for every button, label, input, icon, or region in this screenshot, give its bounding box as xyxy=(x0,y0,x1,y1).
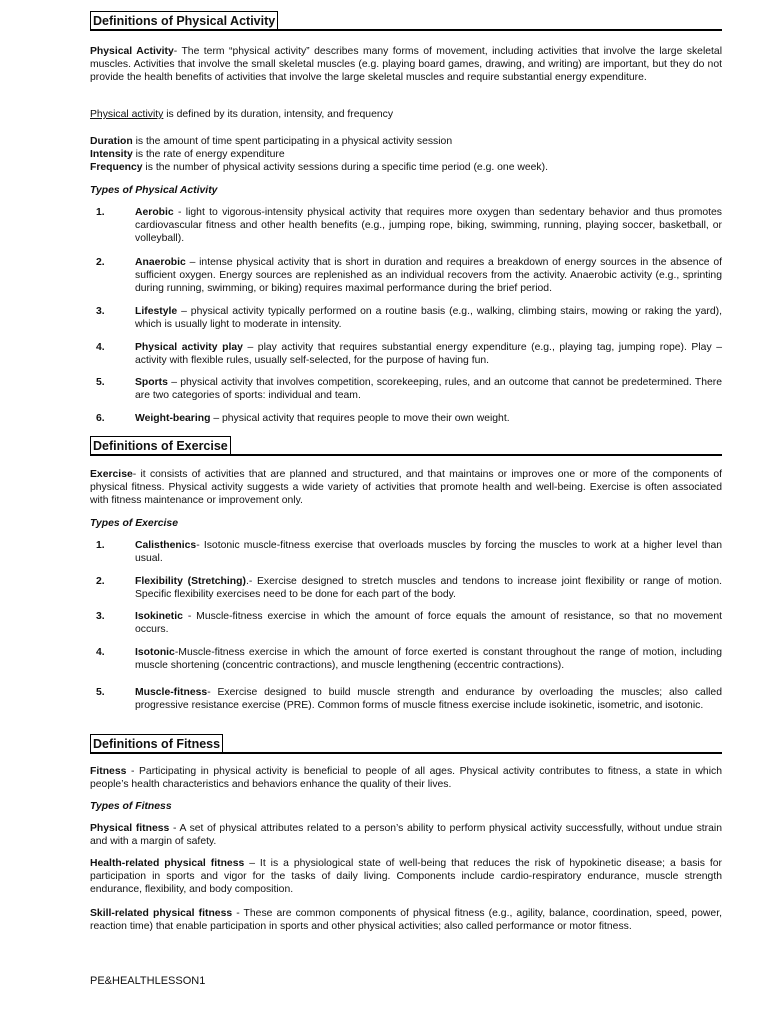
definition-text: - Participating in physical activity is beneficial to people of all ages. Physical activity contributes to fitness, a state in which people’s health characteristics and behaviors enhance the quality of their lives. xyxy=(90,766,722,790)
definition-text: - light to vigorous-intensity physical activity that requires more oxygen than sedentary behavior and thus promotes cardiovascular fitness and other health benefits (e.g., jumping rope, biking, swimming, running, playing soccer, basketball, or volleyball). xyxy=(135,207,722,244)
list-number: 4. xyxy=(96,647,105,658)
skill-related-fitness-definition xyxy=(90,907,722,933)
term: Health-related physical fitness xyxy=(90,858,245,869)
list-item xyxy=(96,575,722,601)
term: Anaerobic xyxy=(135,257,186,268)
section-rule xyxy=(90,29,722,31)
definition-text: - it consists of activities that are planned and structured, and that maintains or improves one or more of the components of physical fitness. Physical activity suggests a wide variety of activities that promote health and well-being. Exercise is often associated with fitness maintenance or improvement only. xyxy=(90,469,722,506)
definition-text: is the rate of energy expenditure xyxy=(132,149,285,160)
list-number: 4. xyxy=(96,342,105,353)
physical-activity-defined-line xyxy=(90,108,722,121)
list-number: 3. xyxy=(96,611,105,622)
types-heading: Types of Exercise xyxy=(90,518,178,529)
section-rule xyxy=(90,454,722,456)
physical-fitness-definition xyxy=(90,822,722,848)
term: Weight-bearing xyxy=(135,413,211,424)
definition-text: - A set of physical attributes related to a person’s ability to perform physical activity successfully, without undue strain and with a margin of safety. xyxy=(90,823,722,847)
exercise-definition xyxy=(90,468,722,507)
health-related-fitness-definition xyxy=(90,857,722,896)
definition-text: is the number of physical activity sessions during a specific time period (e.g. one week). xyxy=(142,162,548,173)
list-item xyxy=(96,646,722,672)
definition-text: - Isotonic muscle-fitness exercise that overloads muscles by forcing the muscles to work at a higher level than usual. xyxy=(135,540,722,564)
term: Physical activity play xyxy=(135,342,243,353)
list-item xyxy=(96,341,722,367)
definition-text: - These are common components of physical fitness (e.g., agility, balance, coordination, speed, power, reaction time) that enable participation in sports and other physical activities; also called performance or motor fitness. xyxy=(90,908,722,932)
term: Fitness xyxy=(90,766,127,777)
intensity-definition xyxy=(90,148,722,161)
section-heading-physical-activity: Definitions of Physical Activity xyxy=(90,11,278,31)
list-item xyxy=(96,412,722,425)
term: Isokinetic xyxy=(135,611,183,622)
term: Aerobic xyxy=(135,207,174,218)
definition-text: – physical activity typically performed on a routine basis (e.g., walking, climbing stairs, mowing or raking the yard), which is usually light to moderate in intensity. xyxy=(135,306,722,330)
term: Flexibility (Stretching) xyxy=(135,576,246,587)
definition-text: – intense physical activity that is short in duration and requires a breakdown of energy sources in the absence of sufficient oxygen. Energy sources are replenished as an individual recovers from the activity. Anaerobic activity (e.g., sprinting during running, swimming, or biking) requires maximal performance during the brief period. xyxy=(135,257,722,294)
types-heading: Types of Fitness xyxy=(90,801,172,812)
definition-text: - The term “physical activity” describes many forms of movement, including activities that involve the large skeletal muscles. Activities that involve the small skeletal muscles (e.g. playing board games, drawing, and writing) are important, but they do not provide the health benefits of activities that involve the large skeletal muscles and require substantial energy expenditure. xyxy=(90,46,723,83)
term: Skill-related physical fitness xyxy=(90,908,233,919)
definition-text: .- Exercise designed to stretch muscles and tendons to increase joint flexibility or range of motion. Specific flexibility exercises need to be done for each part of the body. xyxy=(135,576,722,600)
list-number: 5. xyxy=(96,687,105,698)
list-number: 2. xyxy=(96,576,105,587)
types-heading: Types of Physical Activity xyxy=(90,185,218,196)
definition-text: -Muscle-fitness exercise in which the amount of force exerted is constant throughout the range of motion, including muscle shortening (concentric contractions), and muscle lengthening (eccentric contractions). xyxy=(135,647,722,671)
term: Physical fitness xyxy=(90,823,170,834)
definition-text: - Muscle-fitness exercise in which the amount of force equals the amount of resistance, so that no movement occurs. xyxy=(135,611,722,635)
definition-text: is the amount of time spent participating in a physical activity session xyxy=(132,136,453,147)
definition-text: is defined by its duration, intensity, and frequency xyxy=(163,109,394,120)
list-number: 3. xyxy=(96,306,105,317)
list-item xyxy=(96,305,722,331)
term: Exercise xyxy=(90,469,133,480)
definition-text: – play activity that requires substantial energy expenditure (e.g., playing tag, jumping rope). Play – activity with flexible rules, usually self-selected, for the purpose of having fun. xyxy=(135,342,722,366)
definition-text: – It is a physiological state of well-being that reduces the risk of hypokinetic disease; a basis for participation in sports and vigor for the tasks of daily living. Components include cardio-respiratory endurance, muscle strength endurance, flexibility, and body composition. xyxy=(90,858,722,895)
list-number: 1. xyxy=(96,207,105,218)
section-heading-fitness: Definitions of Fitness xyxy=(90,734,223,754)
term: Isotonic xyxy=(135,647,175,658)
term: Calisthenics xyxy=(135,540,197,551)
term: Duration xyxy=(90,136,133,147)
definition-text: – physical activity that involves competition, scorekeeping, rules, and an outcome that cannot be predetermined. There are two categories of sports: individual and team. xyxy=(135,377,722,401)
frequency-definition xyxy=(90,161,722,174)
list-item xyxy=(96,539,722,565)
term: Frequency xyxy=(90,162,143,173)
term: Sports xyxy=(135,377,168,388)
term: Lifestyle xyxy=(135,306,178,317)
term: Muscle-fitness xyxy=(135,687,208,698)
definition-text: – physical activity that requires people to move their own weight. xyxy=(210,413,510,424)
page-footer: PE&HEALTHLESSON1 xyxy=(90,975,206,987)
physical-activity-link: Physical activity xyxy=(90,109,164,120)
section-rule xyxy=(90,752,722,754)
list-item xyxy=(96,256,722,295)
section-heading-exercise: Definitions of Exercise xyxy=(90,436,231,456)
duration-definition xyxy=(90,135,722,148)
definition-text: - Exercise designed to build muscle strength and endurance by overloading the muscles; also called progressive resistance exercise (PRE). Common forms of muscle fitness exercise include isokinetic, isometric, and isotonic. xyxy=(135,687,722,711)
list-number: 1. xyxy=(96,540,105,551)
fitness-definition xyxy=(90,765,722,791)
list-item xyxy=(96,376,722,402)
list-number: 6. xyxy=(96,413,105,424)
list-number: 2. xyxy=(96,257,105,268)
term: Physical Activity xyxy=(90,46,174,57)
list-number: 5. xyxy=(96,377,105,388)
term: Intensity xyxy=(90,149,133,160)
list-item xyxy=(96,206,722,245)
list-item xyxy=(96,610,722,636)
list-item xyxy=(96,686,722,712)
physical-activity-definition xyxy=(90,45,722,84)
